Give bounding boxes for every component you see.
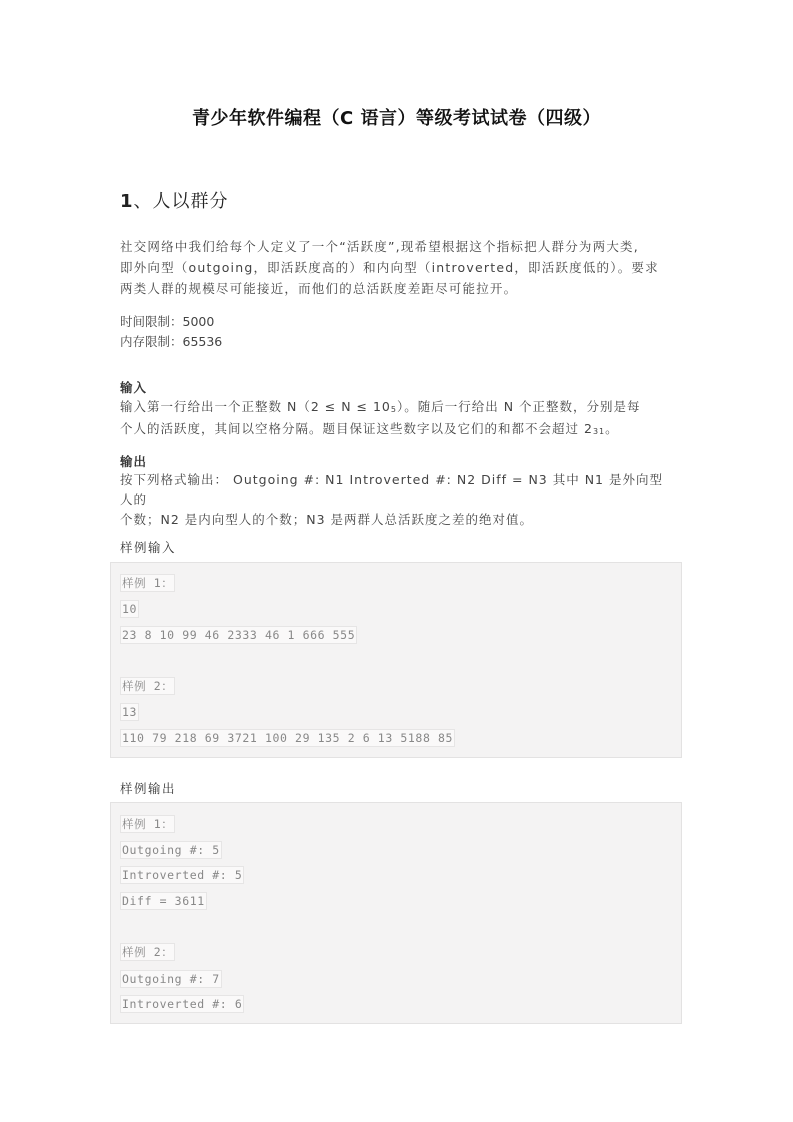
- superscript-exponent: 31: [592, 427, 606, 436]
- code-line: 23 8 10 99 46 2333 46 1 666 555: [122, 628, 356, 642]
- output-description: [120, 470, 676, 530]
- time-limit: 时间限制：5000: [120, 314, 215, 329]
- input-line-1: 输入第一行给出一个正整数 N（2 ≤ N ≤ 10: [120, 399, 391, 414]
- code-line: Introverted #: 6: [122, 997, 243, 1011]
- code-line: 10: [122, 602, 138, 616]
- code-line: 样例 2：: [122, 945, 174, 959]
- output-line-1: 按下列格式输出： Outgoing #: N1 Introverted #: N2 Diff = N3 其中 N1 是外向型人的: [120, 472, 663, 507]
- code-line: Outgoing #: 7: [122, 972, 220, 986]
- input-line-2-end: 。: [605, 421, 619, 436]
- code-line: 样例 2：: [122, 679, 174, 693]
- sample-output-box: [110, 802, 682, 1024]
- code-line: 样例 1：: [122, 576, 174, 590]
- code-line: Diff = 3611: [122, 894, 205, 908]
- code-line: 13: [122, 705, 138, 719]
- sample-input-label: 样例输入: [120, 540, 177, 555]
- code-line: Outgoing #: 5: [122, 843, 220, 857]
- description-line: 即外向型（outgoing，即活跃度高的）和内向型（introverted，即活跃度低的）。要求: [120, 260, 659, 275]
- problem-number: 1: [120, 191, 134, 212]
- problem-name: 、人以群分: [133, 191, 229, 212]
- document-title: 青少年软件编程（C 语言）等级考试试卷（四级）: [192, 108, 601, 129]
- code-line: 样例 1：: [122, 817, 174, 831]
- limits-block: [120, 312, 222, 352]
- code-line: Introverted #: 5: [122, 868, 243, 882]
- superscript-exponent: 5: [390, 405, 397, 414]
- input-description: [120, 397, 676, 441]
- output-line-2: 个数；N2 是内向型人的个数；N3 是两群人总活跃度之差的绝对值。: [120, 512, 534, 527]
- sample-output-label: 样例输出: [120, 781, 177, 796]
- description-line: 两类人群的规模尽可能接近，而他们的总活跃度差距尽可能拉开。: [120, 281, 518, 296]
- sample-input-box: [110, 562, 682, 758]
- output-label: 输出: [120, 454, 148, 469]
- description-line: 社交网络中我们给每个人定义了一个“活跃度”,现希望根据这个指标把人群分为两大类,: [120, 239, 639, 254]
- memory-limit: 内存限制：65536: [120, 334, 223, 349]
- problem-description: [120, 236, 676, 299]
- input-line-1-end: ）。随后一行给出 N 个正整数，分别是每: [396, 399, 641, 414]
- problem-heading: [120, 187, 229, 213]
- input-label: 输入: [120, 380, 148, 395]
- input-line-2: 个人的活跃度，其间以空格分隔。题目保证这些数字以及它们的和都不会超过 2: [120, 421, 593, 436]
- code-line: 110 79 218 69 3721 100 29 135 2 6 13 5188 85: [122, 731, 454, 745]
